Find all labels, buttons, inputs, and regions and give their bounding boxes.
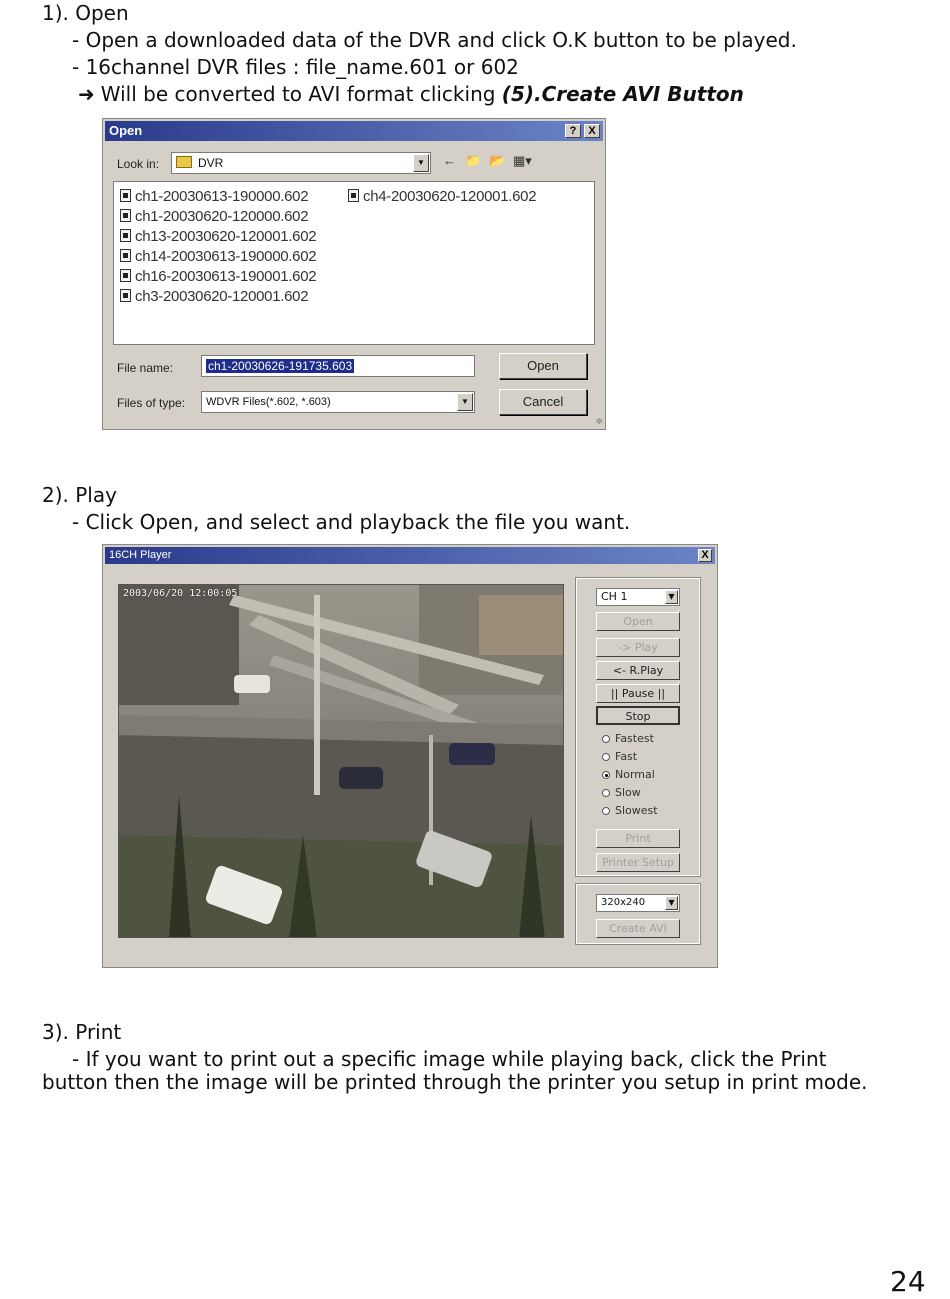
resolution-select[interactable] xyxy=(596,894,680,912)
create-avi-button[interactable]: Create AVI xyxy=(596,919,680,938)
file-name-field[interactable] xyxy=(201,355,475,377)
channel-value: CH 1 xyxy=(601,590,628,603)
open-dialog xyxy=(102,118,606,430)
section1-line1: - Open a downloaded data of the DVR and click O.K button to be played. xyxy=(72,28,797,52)
look-in-label: Look in: xyxy=(117,157,160,171)
open-dialog-title: Open xyxy=(109,123,143,138)
pause-button[interactable]: || Pause || xyxy=(596,684,680,703)
list-item[interactable]: ch4-20030620-120001.602 xyxy=(348,188,536,205)
speed-radio-slow[interactable]: Slow xyxy=(602,786,641,800)
files-of-type-combo[interactable] xyxy=(201,391,475,413)
files-of-type-label: Files of type: xyxy=(117,396,186,410)
printer-setup-button[interactable]: Printer Setup xyxy=(596,853,680,872)
channel-select[interactable] xyxy=(596,588,680,606)
list-item[interactable]: ch1-20030620-120000.602 xyxy=(120,208,308,225)
list-item[interactable]: ch3-20030620-120001.602 xyxy=(120,288,308,305)
resolution-value: 320x240 xyxy=(601,897,646,908)
chevron-down-icon[interactable]: ▼ xyxy=(665,590,678,604)
create-avi-reference: (5).Create AVI Button xyxy=(501,82,744,106)
resize-grip-icon[interactable]: ≑ xyxy=(595,416,603,426)
look-in-value: DVR xyxy=(198,156,224,170)
open-button[interactable]: Open xyxy=(499,353,587,379)
player-titlebar xyxy=(105,547,715,564)
section1-line2: - 16channel DVR files : file_name.601 or 602 xyxy=(72,55,519,79)
file-icon xyxy=(120,189,131,202)
section2-heading: 2). Play xyxy=(42,483,117,507)
close-button[interactable]: X xyxy=(584,124,600,138)
print-button[interactable]: Print xyxy=(596,829,680,848)
list-item[interactable]: ch1-20030613-190000.602 xyxy=(120,188,308,205)
page-number: 24 xyxy=(890,1265,926,1298)
video-display xyxy=(118,584,564,938)
speed-radio-fastest[interactable]: Fastest xyxy=(602,732,654,746)
radio-selected-icon xyxy=(602,771,610,779)
reverse-play-button[interactable]: <- R.Play xyxy=(596,661,680,680)
new-folder-icon[interactable]: 📂 xyxy=(489,153,506,168)
radio-icon xyxy=(602,789,610,797)
file-icon xyxy=(120,209,131,222)
list-item[interactable]: ch14-20030613-190000.602 xyxy=(120,248,316,265)
section1-line3-text: Will be converted to AVI format clicking xyxy=(100,82,502,106)
section1-heading: 1). Open xyxy=(42,1,129,25)
speed-radio-slowest[interactable]: Slowest xyxy=(602,804,658,818)
radio-icon xyxy=(602,753,610,761)
section1-line3 xyxy=(78,81,744,107)
help-button[interactable]: ? xyxy=(565,124,581,138)
back-icon[interactable]: ← xyxy=(443,153,456,168)
file-list[interactable] xyxy=(113,181,595,345)
section3-line1: - If you want to print out a specific image while playing back, click the Print xyxy=(72,1047,827,1071)
file-icon xyxy=(120,289,131,302)
look-in-combo[interactable] xyxy=(171,152,431,174)
speed-radio-fast[interactable]: Fast xyxy=(602,750,637,764)
video-frame xyxy=(119,585,564,938)
close-button[interactable]: X xyxy=(698,549,712,562)
open-dialog-titlebar xyxy=(105,121,603,141)
radio-icon xyxy=(602,735,610,743)
chevron-down-icon[interactable]: ▼ xyxy=(457,393,473,411)
play-button[interactable]: -> Play xyxy=(596,638,680,657)
chevron-down-icon[interactable]: ▼ xyxy=(665,896,678,910)
file-icon xyxy=(120,229,131,242)
speed-radio-normal[interactable]: Normal xyxy=(602,768,655,782)
open-button[interactable]: Open xyxy=(596,612,680,631)
up-folder-icon[interactable]: 📁 xyxy=(465,153,482,168)
list-item[interactable]: ch13-20030620-120001.602 xyxy=(120,228,316,245)
section3-heading: 3). Print xyxy=(42,1020,122,1044)
video-timestamp: 2003/06/20 12:00:05 xyxy=(123,588,238,599)
file-icon xyxy=(348,189,359,202)
stop-button[interactable]: Stop xyxy=(596,706,680,725)
radio-icon xyxy=(602,807,610,815)
right-arrow-icon: ➜ xyxy=(78,82,95,106)
section3-line2: button then the image will be printed through the printer you setup in print mode. xyxy=(42,1070,868,1094)
cancel-button[interactable]: Cancel xyxy=(499,389,587,415)
files-of-type-value: WDVR Files(*.602, *.603) xyxy=(206,396,331,408)
folder-icon xyxy=(176,156,192,168)
list-item[interactable]: ch16-20030613-190001.602 xyxy=(120,268,316,285)
view-menu-icon[interactable]: ▦▾ xyxy=(513,153,532,168)
player-title: 16CH Player xyxy=(109,549,172,561)
file-icon xyxy=(120,269,131,282)
file-name-label: File name: xyxy=(117,361,174,375)
file-name-value: ch1-20030626-191735.603 xyxy=(208,359,353,373)
section2-line1: - Click Open, and select and playback the file you want. xyxy=(72,510,631,534)
file-icon xyxy=(120,249,131,262)
chevron-down-icon[interactable]: ▼ xyxy=(413,154,429,172)
